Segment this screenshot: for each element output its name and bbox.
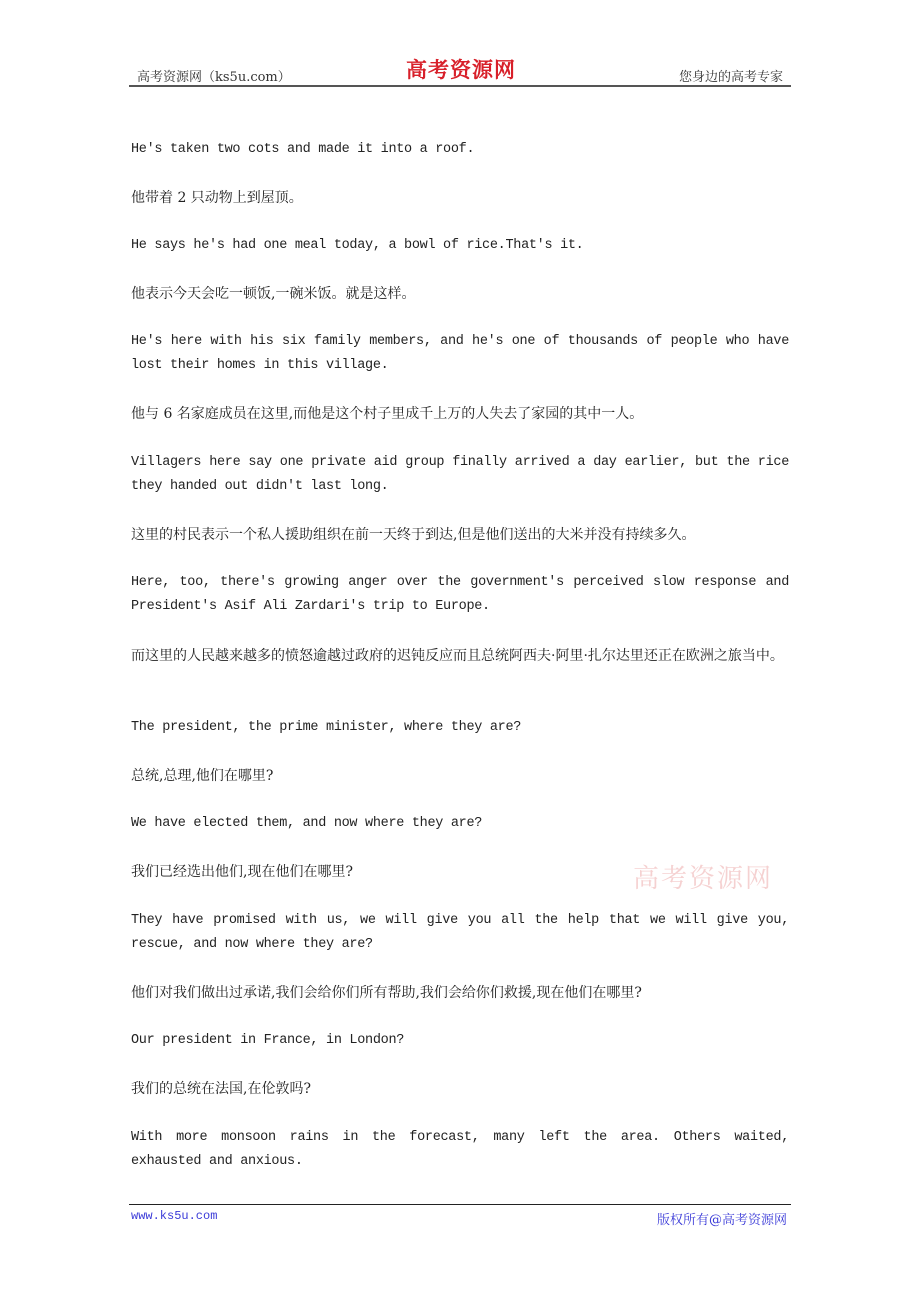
paragraph-en: Our president in France, in London? [131, 1033, 405, 1048]
header-site-name: 高考资源网（ks5u.com） [137, 70, 291, 85]
paragraph-zh: 总统,总理,他们在哪里? [131, 768, 274, 784]
header-logo: 高考资源网 [406, 57, 516, 82]
footer-link[interactable]: www.ks5u.com [131, 1209, 218, 1223]
paragraph-zh: 他带着 2 只动物上到屋顶。 [131, 190, 303, 206]
paragraph-zh: 而这里的人民越来越多的愤怒逾越过政府的迟钝反应而且总统阿西夫·阿里·扎尔达里还正在欧洲之旅当中。 [131, 648, 784, 664]
paragraph-en: We have elected them, and now where they are? [131, 816, 483, 831]
paragraph-zh: 我们的总统在法国,在伦敦吗? [131, 1081, 311, 1097]
header-slogan: 您身边的高考专家 [678, 70, 783, 85]
paragraph-zh: 他们对我们做出过承诺,我们会给你们所有帮助,我们会给你们救援,现在他们在哪里? [131, 985, 642, 1001]
paragraph-en: Villagers here say one private aid group finally arrived a day earlier, but the rice they handed out didn't last long. [131, 455, 789, 494]
paragraph-zh: 他表示今天会吃一顿饭,一碗米饭。就是这样。 [131, 286, 416, 302]
footer-divider [129, 1204, 791, 1205]
paragraph-zh: 我们已经选出他们,现在他们在哪里? [131, 864, 353, 880]
paragraph-zh: 这里的村民表示一个私人援助组织在前一天终于到达,但是他们送出的大米并没有持续多久。 [131, 527, 696, 543]
paragraph-en: The president, the prime minister, where they are? [131, 720, 522, 735]
paragraph-en: With more monsoon rains in the forecast, many left the area. Others waited, exhausted and anxious. [131, 1130, 789, 1169]
paragraph-en: He's taken two cots and made it into a roof. [131, 142, 475, 157]
paragraph-en: He says he's had one meal today, a bowl of rice.That's it. [131, 238, 584, 253]
footer-copyright: 版权所有@高考资源网 [656, 1213, 787, 1228]
paragraph-en: Here, too, there's growing anger over the government's perceived slow response and President's Asif Ali Zardari's trip to Europe. [131, 575, 789, 614]
watermark: 高考资源网 [633, 864, 774, 894]
header-divider [129, 85, 791, 87]
paragraph-zh: 他与 6 名家庭成员在这里,而他是这个村子里成千上万的人失去了家园的其中一人。 [131, 406, 644, 422]
paragraph-en: They have promised with us, we will give you all the help that we will give you, rescue, and now where they are? [131, 913, 789, 952]
paragraph-en: He's here with his six family members, and he's one of thousands of people who have lost their homes in this village. [131, 334, 789, 373]
